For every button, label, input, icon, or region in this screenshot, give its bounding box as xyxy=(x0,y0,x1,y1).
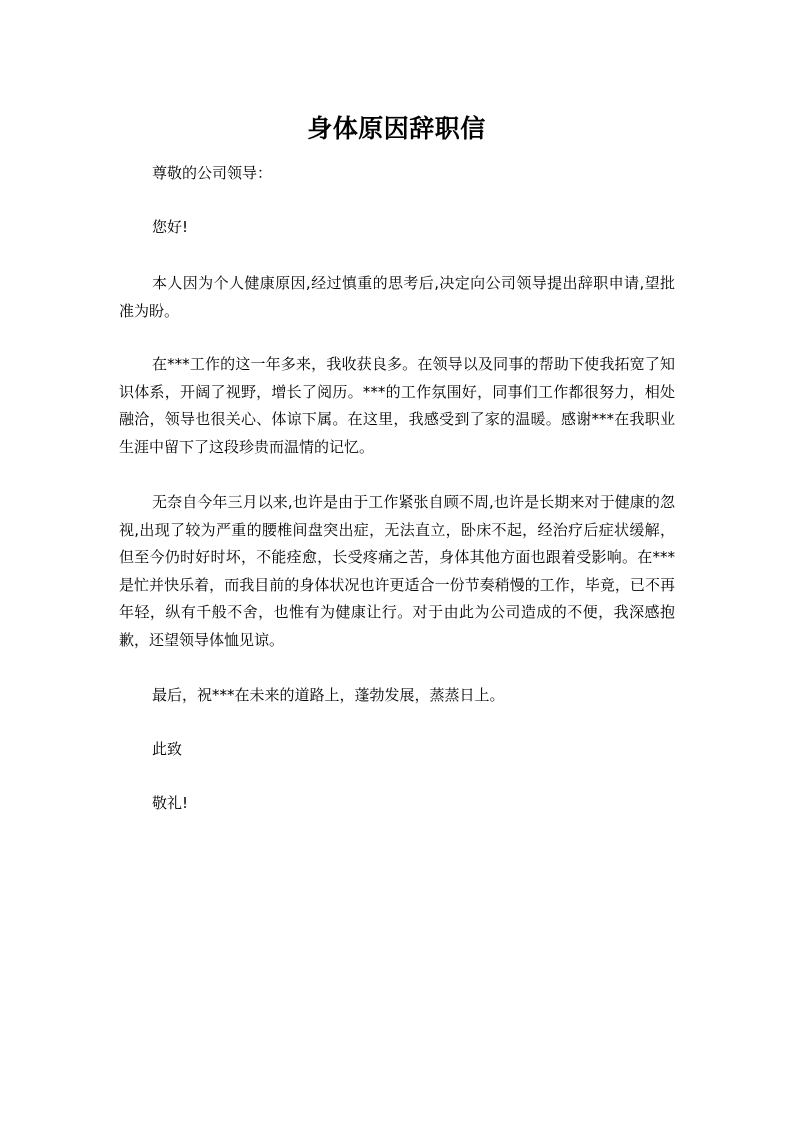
greeting: 您好! xyxy=(152,218,189,236)
salutation: 尊敬的公司领导： xyxy=(152,164,273,182)
paragraph-best-wishes: 最后，祝***在未来的道路上，蓬勃发展，蒸蒸日上。 xyxy=(152,686,505,704)
paragraph-gratitude: 在***工作的这一年多来，我收获良多。在领导以及同事的帮助下使我拓宽了知识体系，开阔了视野，增长了阅历。***的工作氛围好，同事们工作都很努力，相处融洽，领导也很关心、体谅下属。在这里，我感受到了家的温暖。感谢***在我职业生涯中留下了这段珍贵而温情的记忆。 xyxy=(119,355,675,456)
document-title: 身体原因辞职信 xyxy=(307,114,486,143)
closing-line-1: 此致 xyxy=(152,740,183,758)
closing-line-2: 敬礼! xyxy=(152,794,189,812)
paragraph-intent: 本人因为个人健康原因,经过慎重的思考后,决定向公司领导提出辞职申请,望批准为盼。 xyxy=(119,274,675,320)
paragraph-health-reason: 无奈自今年三月以来,也许是由于工作紧张自顾不周,也许是长期来对于健康的忽视,出现了较为严重的腰椎间盘突出症，无法直立，卧床不起，经治疗后症状缓解，但至今仍时好时坏，不能痊愈，长受疼痛之苦，身体其他方面也跟着受影响。在***是忙并快乐着，而我目前的身体状况也许更适合一份节奏稍慢的工作，毕竟，已不再年轻，纵有千般不舍，也惟有为健康让行。对于由此为公司造成的不便，我深感抱歉，还望领导体恤见谅。 xyxy=(119,493,675,649)
